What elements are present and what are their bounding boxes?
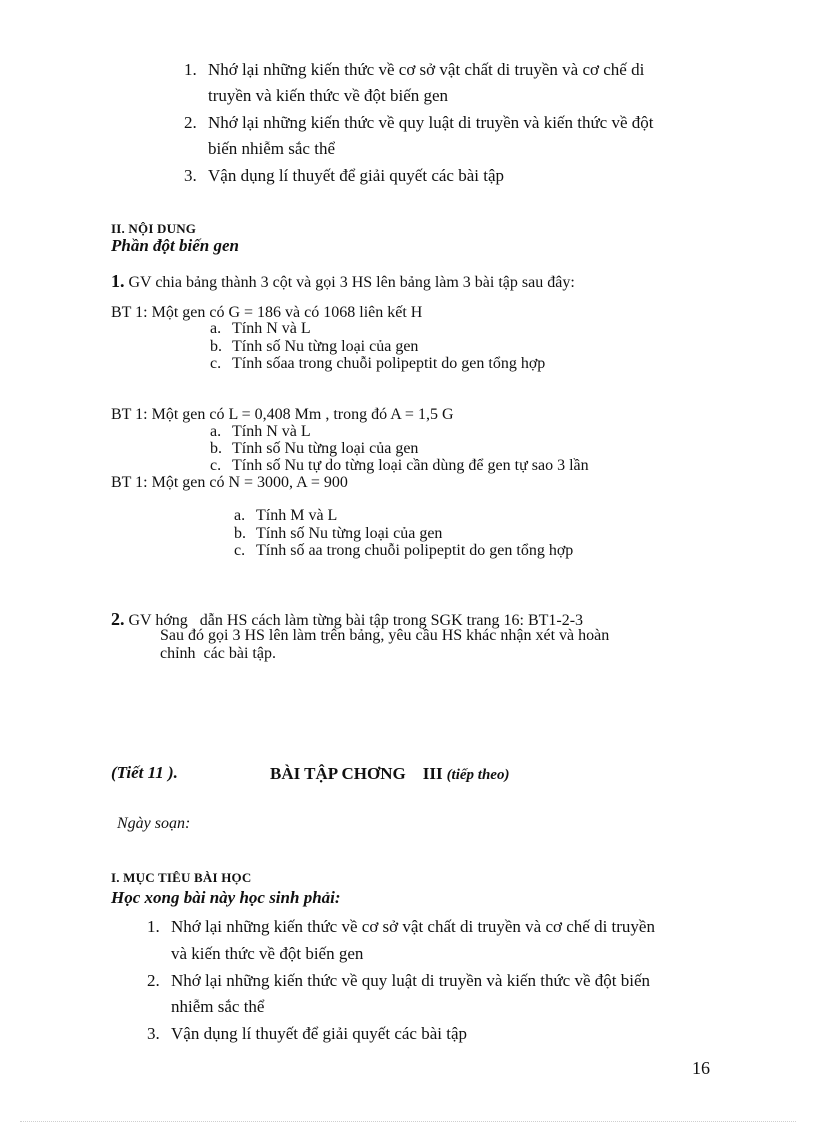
subitem-letter: b.	[234, 525, 246, 542]
exercise-subitem	[234, 542, 573, 560]
subitem-text: Tính số Nu từng loại của gen	[256, 525, 443, 542]
list-item	[147, 1024, 467, 1044]
exercise-subitem	[234, 525, 442, 543]
subitem-text: Tính số Nu tự do từng loại cần dùng để gen tự sao 3 lần	[232, 457, 589, 474]
subitem-letter: b.	[210, 338, 222, 355]
lesson-period: (Tiết 11 ).	[111, 763, 178, 782]
subitem-text: Tính N và L	[232, 423, 311, 440]
page-number: 16	[692, 1058, 710, 1078]
list-text-continued: nhiễm sắc thể	[171, 997, 265, 1016]
instruction-text: GV chia bảng thành 3 cột và gọi 3 HS lên bảng làm 3 bài tập sau đây:	[128, 274, 575, 291]
subitem-text: Tính sốaa trong chuỗi polipeptit do gen tổng hợp	[232, 355, 546, 372]
date-label: Ngày soạn:	[117, 815, 191, 832]
list-number: 3.	[147, 1024, 160, 1043]
instruction-text: GV hớng dẫn HS cách làm từng bài tập trong SGK trang 16: BT1-2-3	[128, 612, 584, 629]
list-number: 2.	[184, 113, 197, 132]
list-text: Vận dụng lí thuyết để giải quyết các bài tập	[171, 1024, 467, 1043]
subitem-letter: c.	[210, 457, 222, 474]
subitem-letter: b.	[210, 440, 222, 457]
list-item	[184, 113, 653, 133]
subitem-text: Tính N và L	[232, 320, 311, 337]
subitem-letter: c.	[234, 542, 246, 559]
exercise-subitem	[210, 355, 545, 373]
lesson-title	[270, 764, 509, 784]
exercise-title: BT 1: Một gen có G = 186 và có 1068 liên kết H	[111, 304, 423, 321]
list-text: Nhớ lại những kiến thức về quy luật di truyền và kiến thức về đột biến	[171, 971, 650, 990]
exercise-subitem	[234, 507, 337, 525]
objectives-subheading: Học xong bài này học sinh phải:	[111, 888, 341, 907]
subitem-text: Tính số aa trong chuỗi polipeptit do gen tổng hợp	[256, 542, 574, 559]
exercise-subitem	[210, 457, 589, 475]
list-number: 1.	[184, 60, 197, 79]
instruction-text-continued: Sau đó gọi 3 HS lên làm trên bảng, yêu cầu HS khác nhận xét và hoàn	[160, 627, 610, 644]
instruction-text-continued: chỉnh các bài tập.	[160, 645, 276, 662]
list-item	[147, 971, 650, 991]
list-text-continued: truyền và kiến thức về đột biến gen	[208, 86, 449, 105]
section-subheading: Phần đột biến gen	[111, 236, 239, 255]
list-item	[147, 917, 655, 937]
objectives-heading: I. MỤC TIÊU BÀI HỌC	[111, 870, 252, 885]
exercise-subitem	[210, 440, 418, 458]
list-number: 2.	[147, 971, 160, 990]
footer-divider	[20, 1121, 796, 1122]
exercise-title: BT 1: Một gen có N = 3000, A = 900	[111, 474, 348, 491]
exercise-subitem	[210, 320, 311, 338]
instruction-item-1	[111, 271, 575, 292]
subitem-letter: c.	[210, 355, 222, 372]
subitem-letter: a.	[210, 320, 222, 337]
list-text: Nhớ lại những kiến thức về quy luật di truyền và kiến thức về đột	[208, 113, 654, 132]
list-text: Nhớ lại những kiến thức về cơ sở vật chất di truyền và cơ chế di truyền	[171, 917, 655, 936]
list-item	[184, 166, 504, 186]
list-number: 3.	[184, 166, 197, 185]
lesson-title-suffix: (tiếp theo)	[446, 767, 510, 783]
list-text: Vận dụng lí thuyết để giải quyết các bài tập	[208, 166, 504, 185]
list-item	[184, 60, 644, 80]
exercise-title: BT 1: Một gen có L = 0,408 Mm , trong đó A = 1,5 G	[111, 406, 454, 423]
subitem-text: Tính số Nu từng loại của gen	[232, 338, 419, 355]
list-text-continued: và kiến thức về đột biến gen	[171, 944, 364, 963]
list-text-continued: biến nhiễm sắc thể	[208, 139, 335, 158]
instruction-number: 2.	[111, 609, 125, 629]
subitem-text: Tính M và L	[256, 507, 338, 524]
subitem-letter: a.	[210, 423, 222, 440]
instruction-number: 1.	[111, 271, 125, 291]
list-text: Nhớ lại những kiến thức về cơ sở vật chất di truyền và cơ chế di	[208, 60, 645, 79]
section-heading-content: II. NỘI DUNG	[111, 221, 197, 236]
list-number: 1.	[147, 917, 160, 936]
lesson-title-text: BÀI TẬP CHƠNG III	[270, 764, 443, 783]
exercise-subitem	[210, 338, 418, 356]
exercise-subitem	[210, 423, 311, 441]
subitem-text: Tính số Nu từng loại của gen	[232, 440, 419, 457]
subitem-letter: a.	[234, 507, 246, 524]
